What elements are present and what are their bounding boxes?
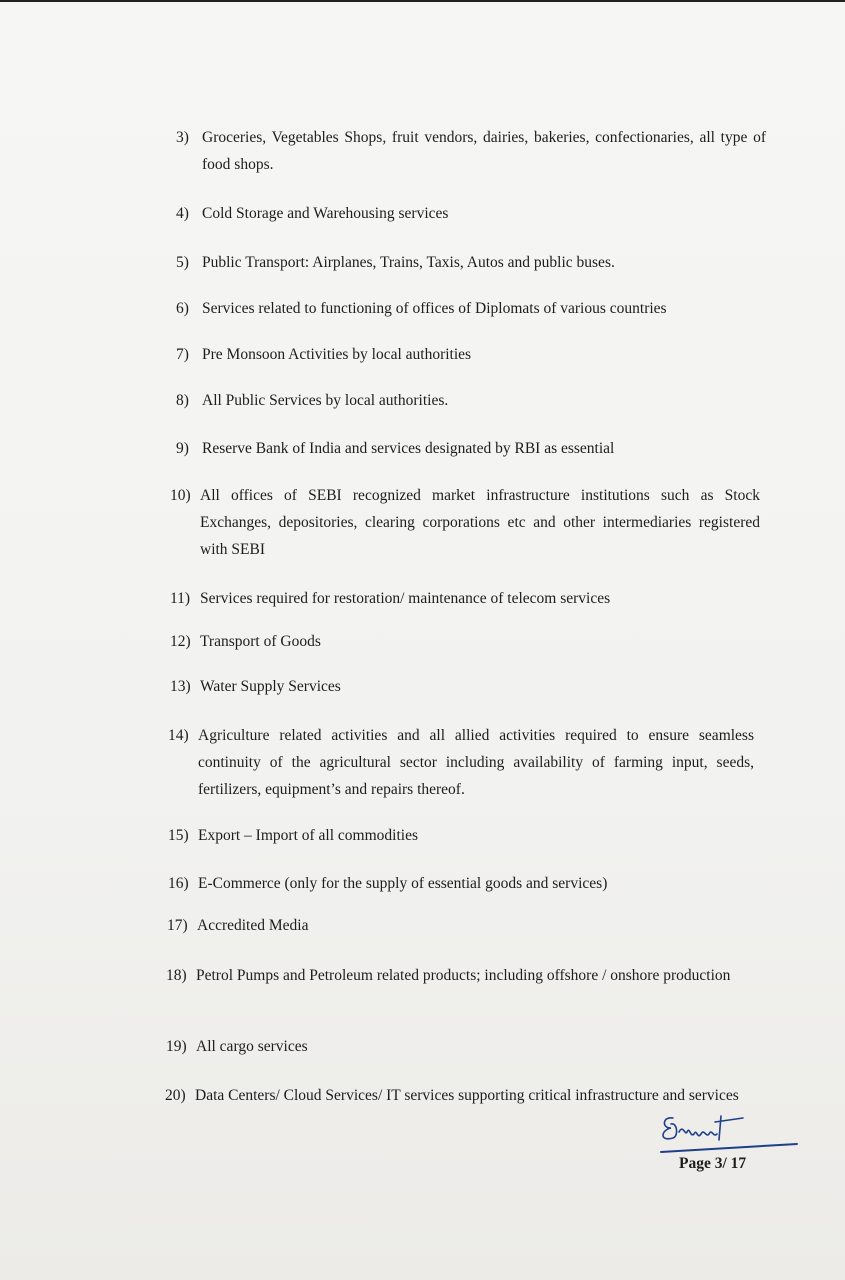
list-item-number: 13) xyxy=(170,678,191,695)
list-item xyxy=(170,482,760,563)
list-item xyxy=(170,295,766,322)
list-item xyxy=(170,200,766,227)
list-item-text: All offices of SEBI recognized market infrastructure institutions such as Stock Exchanges, depositories, clearing corporations etc and other intermediaries registered with SEBI xyxy=(200,487,760,558)
list-item-number: 11) xyxy=(170,590,191,607)
list-item-text: Agriculture related activities and all allied activities required to ensure seamless continuity of the agricultural sector including availability of farming input, seeds, fertilizers, equipment’s and repairs thereof. xyxy=(198,727,754,798)
list-item xyxy=(168,870,764,897)
list-item xyxy=(170,249,766,276)
list-item-text: E-Commerce (only for the supply of essential goods and services) xyxy=(198,875,608,892)
list-item-text: Services required for restoration/ maintenance of telecom services xyxy=(200,590,611,607)
list-item xyxy=(170,387,766,414)
list-item-text: Accredited Media xyxy=(197,917,309,934)
list-item-text: All Public Services by local authorities. xyxy=(202,392,449,409)
list-item-number: 14) xyxy=(168,727,189,744)
list-item xyxy=(166,962,748,989)
page-edge xyxy=(0,0,845,2)
list-item-text: Pre Monsoon Activities by local authorities xyxy=(202,346,472,363)
page-number: Page 3/ 17 xyxy=(679,1155,747,1172)
list-item-number: 7) xyxy=(176,346,189,363)
list-item-text: Transport of Goods xyxy=(200,633,321,650)
list-item xyxy=(170,435,766,462)
list-item-text: Reserve Bank of India and services designated by RBI as essential xyxy=(202,440,615,457)
list-item-number: 6) xyxy=(176,300,189,317)
list-item-number: 8) xyxy=(176,392,189,409)
list-item-number: 18) xyxy=(166,967,187,984)
list-item xyxy=(170,124,766,178)
list-item-number: 19) xyxy=(166,1038,187,1055)
list-item-number: 15) xyxy=(168,827,189,844)
list-item xyxy=(170,673,766,700)
list-item-text: Data Centers/ Cloud Services/ IT services supporting critical infrastructure and services xyxy=(195,1087,739,1104)
list-item xyxy=(170,585,766,612)
list-item-text: Groceries, Vegetables Shops, fruit vendors, dairies, bakeries, confectionaries, all type of food shops. xyxy=(202,129,766,173)
list-item-number: 10) xyxy=(170,487,191,504)
list-item-number: 4) xyxy=(176,205,189,222)
list-item-text: Cold Storage and Warehousing services xyxy=(202,205,449,222)
list-item xyxy=(170,628,766,655)
list-item-text: Services related to functioning of offices of Diplomats of various countries xyxy=(202,300,667,317)
list-item-text: Water Supply Services xyxy=(200,678,341,695)
list-item xyxy=(167,912,763,939)
list-item-number: 16) xyxy=(168,875,189,892)
list-item xyxy=(170,341,766,368)
list-item-number: 17) xyxy=(167,917,188,934)
list-item-number: 3) xyxy=(176,129,189,146)
list-item-number: 20) xyxy=(165,1087,186,1104)
list-item xyxy=(166,1033,762,1060)
list-item-text: All cargo services xyxy=(196,1038,308,1055)
list-item-text: Public Transport: Airplanes, Trains, Taxis, Autos and public buses. xyxy=(202,254,615,271)
list-item-text: Petrol Pumps and Petroleum related products; including offshore / onshore production xyxy=(196,967,731,984)
list-item xyxy=(168,722,754,803)
list-item xyxy=(168,822,764,849)
list-item-number: 9) xyxy=(176,440,189,457)
list-item-number: 5) xyxy=(176,254,189,271)
list-item-text: Export – Import of all commodities xyxy=(198,827,418,844)
list-item-number: 12) xyxy=(170,633,191,650)
list-item xyxy=(165,1082,747,1109)
